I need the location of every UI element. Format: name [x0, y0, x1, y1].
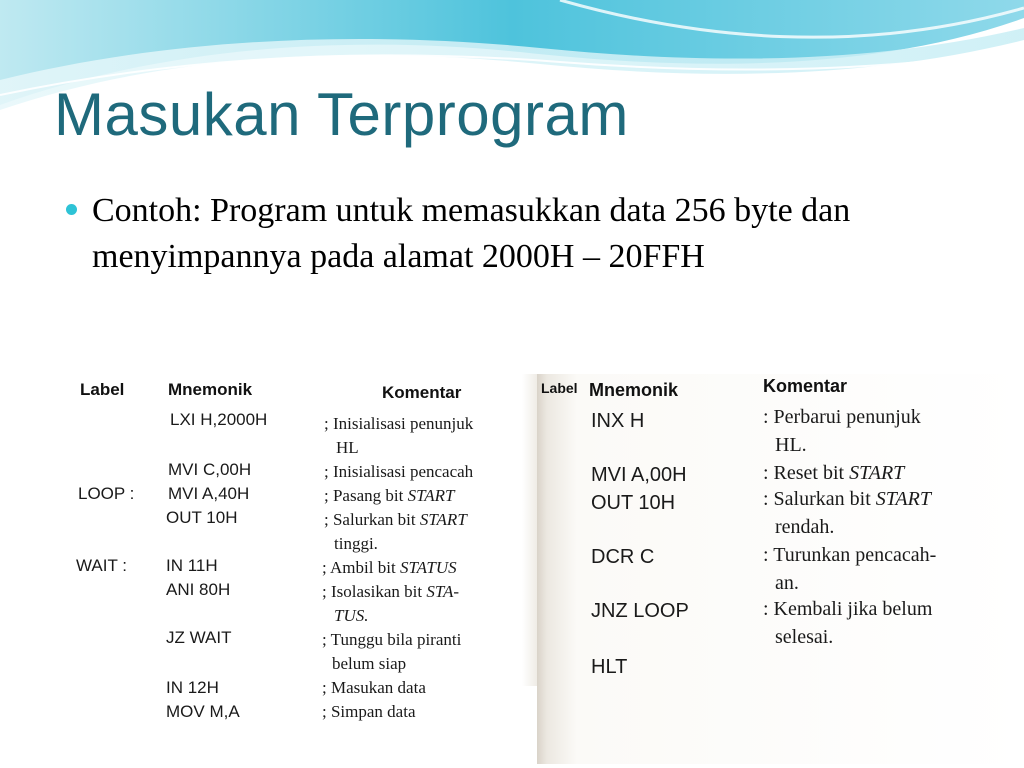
mnemonic-cell: IN 11H	[166, 556, 218, 575]
comment-cell: belum siap	[332, 654, 407, 673]
comment-header: Komentar	[763, 376, 848, 396]
slide-title: Masukan Terprogram	[54, 81, 629, 148]
bullet-point-icon	[66, 204, 77, 215]
scanned-program-table-left	[66, 374, 522, 764]
mnemonic-cell: LXI H,2000H	[170, 410, 268, 429]
mnemonic-cell: OUT 10H	[591, 492, 676, 514]
comment-cell: HL.	[775, 434, 807, 456]
comment-cell: HL	[336, 438, 359, 457]
comment-cell: : Turunkan pencacah-	[763, 544, 937, 566]
mnemonic-header: Mnemonik	[589, 380, 679, 400]
comment-cell: ; Ambil bit STATUS	[322, 558, 457, 577]
mnemonic-cell: DCR C	[591, 546, 655, 568]
mnemonic-cell: HLT	[591, 656, 628, 678]
mnemonic-cell: MOV M,A	[166, 702, 240, 721]
comment-cell: TUS.	[334, 606, 369, 625]
mnemonic-cell: INX H	[591, 410, 645, 432]
bullet-text: Contoh: Program untuk memasukkan data 256 byte dan menyimpannya pada alamat 2000H – 20FFH	[92, 192, 851, 275]
comment-cell: ; Inisialisasi pencacah	[324, 462, 474, 481]
comment-cell: : Salurkan bit START	[763, 488, 931, 510]
label-header: Label	[80, 380, 125, 399]
comment-cell: selesai.	[775, 626, 834, 648]
comment-cell: ; Pasang bit START	[324, 486, 455, 505]
comment-cell: : Perbarui penunjuk	[763, 406, 921, 428]
comment-cell: ; Masukan data	[322, 678, 426, 697]
mnemonic-cell: JNZ LOOP	[591, 600, 689, 622]
label-cell: LOOP :	[78, 484, 135, 503]
mnemonic-cell: MVI A,40H	[168, 484, 250, 503]
label-header: Label	[541, 380, 578, 396]
comment-cell: ; Simpan data	[322, 702, 416, 721]
comment-cell: rendah.	[775, 516, 835, 538]
mnemonic-cell: OUT 10H	[166, 508, 238, 527]
scan-gutter	[522, 374, 537, 686]
comment-cell: ; Inisialisasi penunjuk	[324, 414, 474, 433]
comment-cell: : Kembali jika belum	[763, 598, 933, 620]
mnemonic-header: Mnemonik	[168, 380, 253, 399]
comment-cell: ; Salurkan bit START	[324, 510, 467, 529]
comment-cell: : Reset bit START	[763, 462, 905, 484]
comment-cell: an.	[775, 572, 799, 594]
comment-header: Komentar	[382, 383, 462, 402]
comment-cell: ; Tunggu bila piranti	[322, 630, 462, 649]
mnemonic-cell: ANI 80H	[166, 580, 231, 599]
scanned-program-table-right	[537, 374, 1024, 764]
comment-cell: tinggi.	[334, 534, 378, 553]
label-cell: WAIT :	[76, 556, 127, 575]
comment-cell: ; Isolasikan bit STA-	[322, 582, 460, 601]
mnemonic-cell: MVI A,00H	[591, 464, 687, 486]
mnemonic-cell: MVI C,00H	[168, 460, 252, 479]
mnemonic-cell: JZ WAIT	[166, 628, 232, 647]
mnemonic-cell: IN 12H	[166, 678, 219, 697]
